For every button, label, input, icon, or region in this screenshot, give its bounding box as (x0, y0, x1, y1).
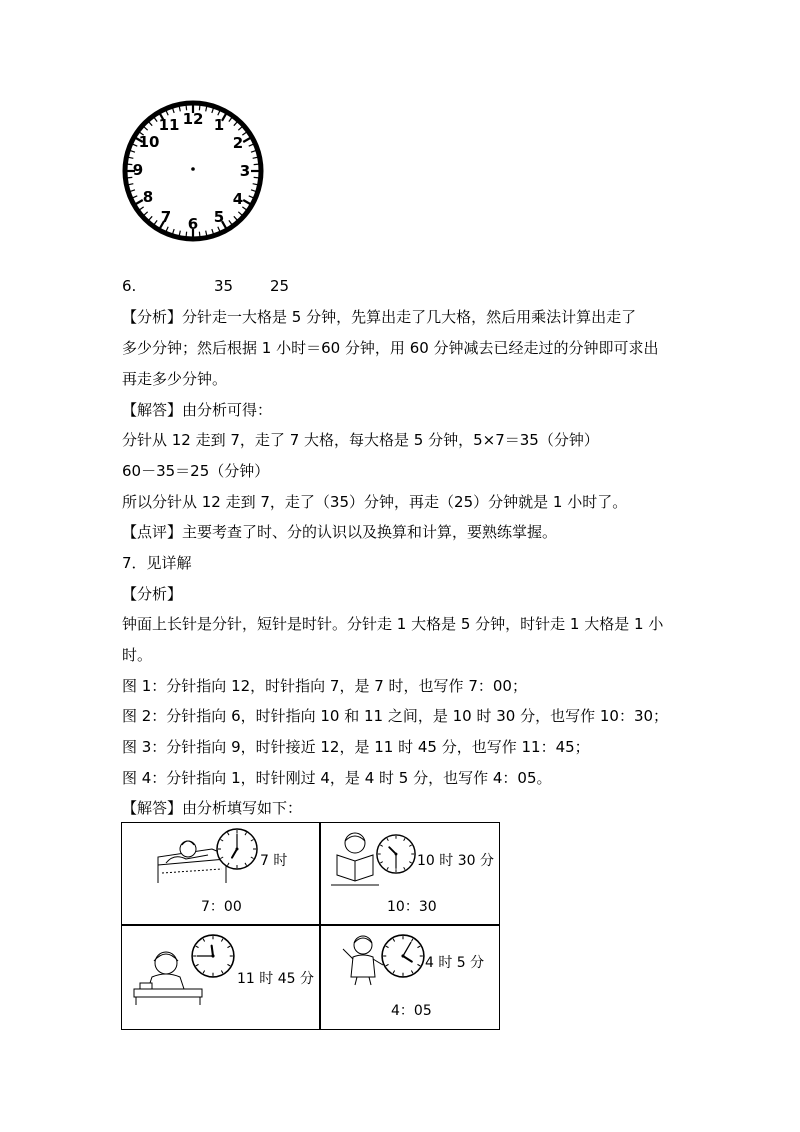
q7-fig-3: 图 3：分针指向 9，时针接近 12，是 11 时 45 分，也写作 11：45； (122, 738, 590, 756)
clock-tick (144, 127, 148, 130)
clock-tick (173, 108, 175, 113)
clock-tick (229, 220, 232, 224)
answer-grid (121, 822, 500, 1030)
clock-tick (136, 200, 143, 204)
clock-number-10: 10 (138, 133, 160, 151)
clock-tick (251, 151, 256, 153)
cell-1-label: 7 时 (260, 853, 288, 869)
grid-divider-vertical (319, 823, 321, 1029)
clock-tick (173, 229, 175, 234)
clock-tick (218, 111, 220, 116)
q6-solution-line-1: 分针从 12 走到 7，走了 7 大格，每大格是 5 分钟，5×7＝35（分钟） (122, 431, 599, 449)
cell-1-time: 7：00 (201, 899, 242, 915)
clock-tick (254, 164, 259, 165)
clock-tick (234, 122, 237, 126)
clock-tick (179, 106, 180, 111)
clock-number-8: 8 (142, 188, 154, 206)
q7-fig-2: 图 2：分针指向 6，时针指向 10 和 11 之间，是 10 时 30 分，也写作 10：30； (122, 707, 669, 725)
q6-analysis-line-3: 再走多少分钟。 (122, 370, 228, 388)
q7-fig-4: 图 4：分针指向 1，时针刚过 4，是 4 时 5 分，也写作 4：05。 (122, 769, 552, 787)
clock-tick (199, 232, 200, 237)
clock-tick (206, 231, 207, 236)
q6-solution-line-3: 所以分针从 12 走到 7，走了（35）分钟，再走（25）分钟就是 1 小时了。 (122, 493, 628, 511)
q7-analysis-title: 【分析】 (122, 585, 183, 603)
clock-tick (130, 190, 135, 192)
cell-3-label: 11 时 45 分 (237, 971, 314, 987)
q7-title: 7．见详解 (122, 554, 192, 572)
clock-tick (254, 177, 259, 178)
clock-tick (166, 227, 168, 232)
q6-solution-title: 【解答】由分析可得： (122, 401, 273, 419)
clock-tick (238, 127, 242, 130)
clock-tick (149, 122, 152, 126)
clock-tick (144, 212, 148, 215)
clock-tick (166, 111, 168, 116)
grid-divider-horizontal (122, 924, 499, 926)
q7-fig-1: 图 1：分针指向 12，时针指向 7，是 7 时，也写作 7：00； (122, 677, 527, 695)
clock-tick (186, 232, 187, 237)
q7-analysis-line-1: 钟面上长针是分针，短针是时针。分针走 1 大格是 5 分钟，时针走 1 大格是 1 小 (122, 615, 664, 633)
cell-4-label: 4 时 5 分 (425, 955, 485, 971)
clock-4-05-icon (380, 933, 426, 979)
clock-center-dot (191, 167, 195, 171)
clock-10-30-icon (375, 833, 417, 875)
clock-number-12: 12 (182, 110, 204, 128)
q6-solution-line-2: 60－35＝25（分钟） (122, 462, 270, 480)
child-waving-illustration (341, 931, 385, 987)
cell-4-time: 4：05 (391, 1003, 432, 1019)
mini-clock-center (401, 954, 404, 957)
clock-tick (130, 151, 135, 153)
clock-tick (128, 184, 133, 185)
q6-comment: 【点评】主要考查了时、分的认识以及换算和计算，要熟练掌握。 (122, 523, 558, 541)
clock-tick (243, 200, 250, 204)
cell-2-time: 10：30 (387, 899, 437, 915)
clock-tick (238, 212, 242, 215)
child-reading-illustration (329, 829, 381, 887)
clock-tick (212, 229, 214, 234)
clock-numbers (133, 110, 250, 233)
clock-number-4: 4 (232, 190, 244, 208)
q6-answer-b: 25 (270, 277, 290, 295)
clock-7-00-icon (215, 827, 259, 871)
clock-tick (133, 196, 138, 198)
clock-tick (179, 231, 180, 236)
clock-tick (249, 196, 254, 198)
clock-tick (229, 118, 232, 122)
clock-tick (127, 164, 132, 165)
q7-analysis-line-2: 时。 (122, 646, 153, 664)
clock-tick (149, 216, 152, 220)
clock-tick (218, 227, 220, 232)
clock-number-7: 7 (160, 208, 172, 226)
q6-analysis-line-2: 多少分钟；然后根据 1 小时＝60 分钟，用 60 分钟减去已经走过的分钟即可求出 (122, 339, 659, 357)
clock-tick (140, 207, 144, 210)
blank-clock-figure (118, 96, 268, 246)
clock-tick (249, 144, 254, 146)
clock-number-3: 3 (239, 162, 251, 180)
clock-11-45-icon (190, 933, 236, 979)
clock-number-11: 11 (158, 116, 180, 134)
mini-clock-center (236, 848, 239, 851)
clock-tick (253, 157, 258, 158)
cell-2-label: 10 时 30 分 (417, 853, 494, 869)
clock-tick (154, 118, 157, 122)
clock-number-1: 1 (213, 116, 225, 134)
clock-tick (243, 138, 250, 142)
mini-clock-center (211, 954, 214, 957)
clock-tick (251, 190, 256, 192)
q6-analysis-line-1: 【分析】分针走一大格是 5 分钟，先算出走了几大格，然后用乘法计算出走了 (122, 308, 637, 326)
q6-answer-a: 35 (214, 277, 234, 295)
clock-tick (154, 220, 157, 224)
clock-tick (206, 106, 207, 111)
clock-tick (253, 184, 258, 185)
clock-tick (127, 177, 132, 178)
q6-number: 6. (122, 277, 137, 295)
clock-number-5: 5 (213, 208, 225, 226)
clock-tick (133, 144, 138, 146)
clock-number-2: 2 (232, 134, 244, 152)
q7-solution-title: 【解答】由分析填写如下： (122, 799, 303, 817)
clock-number-6: 6 (187, 215, 199, 233)
clock-tick (128, 157, 133, 158)
clock-tick (212, 108, 214, 113)
clock-tick (234, 216, 237, 220)
q6-answer-row (122, 276, 289, 296)
clock-number-9: 9 (132, 161, 144, 179)
